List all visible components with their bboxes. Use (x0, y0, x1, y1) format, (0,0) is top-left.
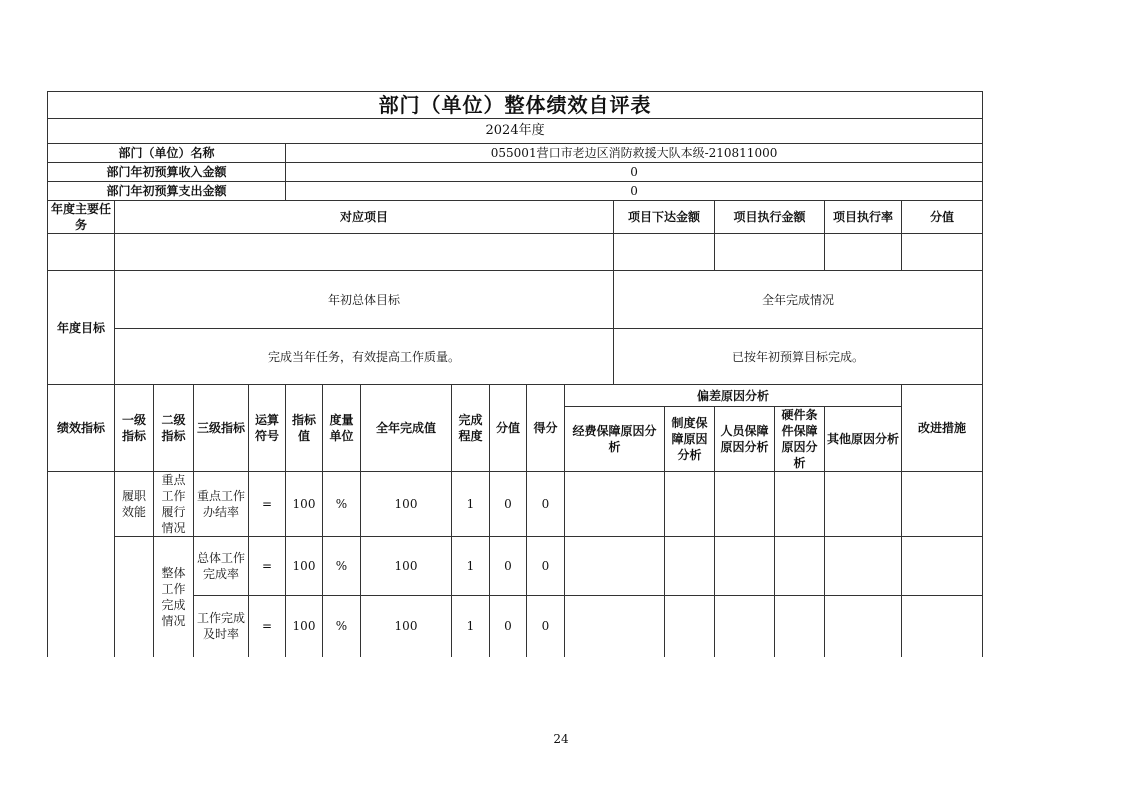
expense-value: 0 (286, 182, 983, 201)
completion-header: 全年完成情况 (614, 271, 983, 329)
task-header: 年度主要任务 (48, 201, 115, 234)
dev-system-header: 制度保障原因分析 (665, 407, 715, 472)
dept-name-label: 部门（单位）名称 (48, 144, 286, 163)
score-got: 0 (527, 537, 565, 596)
score-got: 0 (527, 472, 565, 537)
indicator-row (48, 537, 983, 596)
indicator-score-got-header: 得分 (527, 385, 565, 472)
project-cell (115, 234, 614, 271)
unit-value: % (323, 596, 361, 657)
dev-funding-header: 经费保障原因分析 (565, 407, 665, 472)
indicator-group-cell (48, 472, 115, 657)
improvement-cell (902, 472, 983, 537)
execution-rate-header: 项目执行率 (825, 201, 902, 234)
issued-amount-cell (614, 234, 715, 271)
score-value-header: 分值 (902, 201, 983, 234)
operator-value: = (249, 472, 286, 537)
performance-evaluation-table (47, 91, 983, 657)
score-value: 0 (490, 596, 527, 657)
form-title: 部门（单位）整体绩效自评表 (48, 92, 983, 119)
actual-value: 100 (361, 537, 452, 596)
actual-header: 全年完成值 (361, 385, 452, 472)
improvement-cell (902, 596, 983, 657)
issued-amount-header: 项目下达金额 (614, 201, 715, 234)
expense-label: 部门年初预算支出金额 (48, 182, 286, 201)
level3-value: 工作完成及时率 (194, 596, 249, 657)
improvement-cell (902, 537, 983, 596)
page-number: 24 (553, 732, 569, 746)
dev-system-cell (665, 537, 715, 596)
dev-funding-cell (565, 596, 665, 657)
level3-value: 总体工作完成率 (194, 537, 249, 596)
degree-value: 1 (452, 596, 490, 657)
initial-goal-header: 年初总体目标 (115, 271, 614, 329)
target-value: 100 (286, 537, 323, 596)
dev-other-header: 其他原因分析 (825, 407, 902, 472)
dev-other-cell (825, 472, 902, 537)
target-value: 100 (286, 472, 323, 537)
dev-funding-cell (565, 472, 665, 537)
operator-header: 运算符号 (249, 385, 286, 472)
dev-system-cell (665, 596, 715, 657)
dev-hardware-cell (775, 537, 825, 596)
dev-system-cell (665, 472, 715, 537)
dev-other-cell (825, 596, 902, 657)
unit-header: 度量单位 (323, 385, 361, 472)
operator-value: = (249, 537, 286, 596)
score-value: 0 (490, 537, 527, 596)
level2-value: 整体工作完成情况 (154, 537, 194, 657)
level3-header: 三级指标 (194, 385, 249, 472)
execution-rate-cell (825, 234, 902, 271)
annual-goal-label: 年度目标 (48, 271, 115, 385)
level2-value: 重点工作履行情况 (154, 472, 194, 537)
score-value-cell (902, 234, 983, 271)
score-got: 0 (527, 596, 565, 657)
executed-amount-header: 项目执行金额 (715, 201, 825, 234)
dev-funding-cell (565, 537, 665, 596)
fiscal-year: 2024年度 (48, 119, 983, 144)
level1-value: 履职效能 (115, 472, 154, 537)
degree-value: 1 (452, 537, 490, 596)
score-value: 0 (490, 472, 527, 537)
level3-value: 重点工作办结率 (194, 472, 249, 537)
target-header: 指标值 (286, 385, 323, 472)
indicator-score-value-header: 分值 (490, 385, 527, 472)
executed-amount-cell (715, 234, 825, 271)
completion-text: 已按年初预算目标完成。 (614, 329, 983, 385)
target-value: 100 (286, 596, 323, 657)
dev-other-cell (825, 537, 902, 596)
level1-header: 一级指标 (115, 385, 154, 472)
dev-staff-cell (715, 596, 775, 657)
level2-header: 二级指标 (154, 385, 194, 472)
income-value: 0 (286, 163, 983, 182)
indicator-label: 绩效指标 (48, 385, 115, 472)
income-label: 部门年初预算收入金额 (48, 163, 286, 182)
dev-hardware-cell (775, 596, 825, 657)
operator-value: = (249, 596, 286, 657)
dev-hardware-header: 硬件条件保障原因分析 (775, 407, 825, 472)
actual-value: 100 (361, 596, 452, 657)
indicator-row (48, 472, 983, 537)
dev-staff-cell (715, 537, 775, 596)
deviation-header: 偏差原因分析 (565, 385, 902, 407)
dev-staff-cell (715, 472, 775, 537)
degree-value: 1 (452, 472, 490, 537)
degree-header: 完成程度 (452, 385, 490, 472)
dev-staff-header: 人员保障原因分析 (715, 407, 775, 472)
dev-hardware-cell (775, 472, 825, 537)
dept-name-value: 055001营口市老边区消防救援大队本级-210811000 (286, 144, 983, 163)
level1-value (115, 537, 154, 657)
initial-goal-text: 完成当年任务，有效提高工作质量。 (115, 329, 614, 385)
unit-value: % (323, 472, 361, 537)
task-cell (48, 234, 115, 271)
improvement-header: 改进措施 (902, 385, 983, 472)
unit-value: % (323, 537, 361, 596)
project-header: 对应项目 (115, 201, 614, 234)
actual-value: 100 (361, 472, 452, 537)
